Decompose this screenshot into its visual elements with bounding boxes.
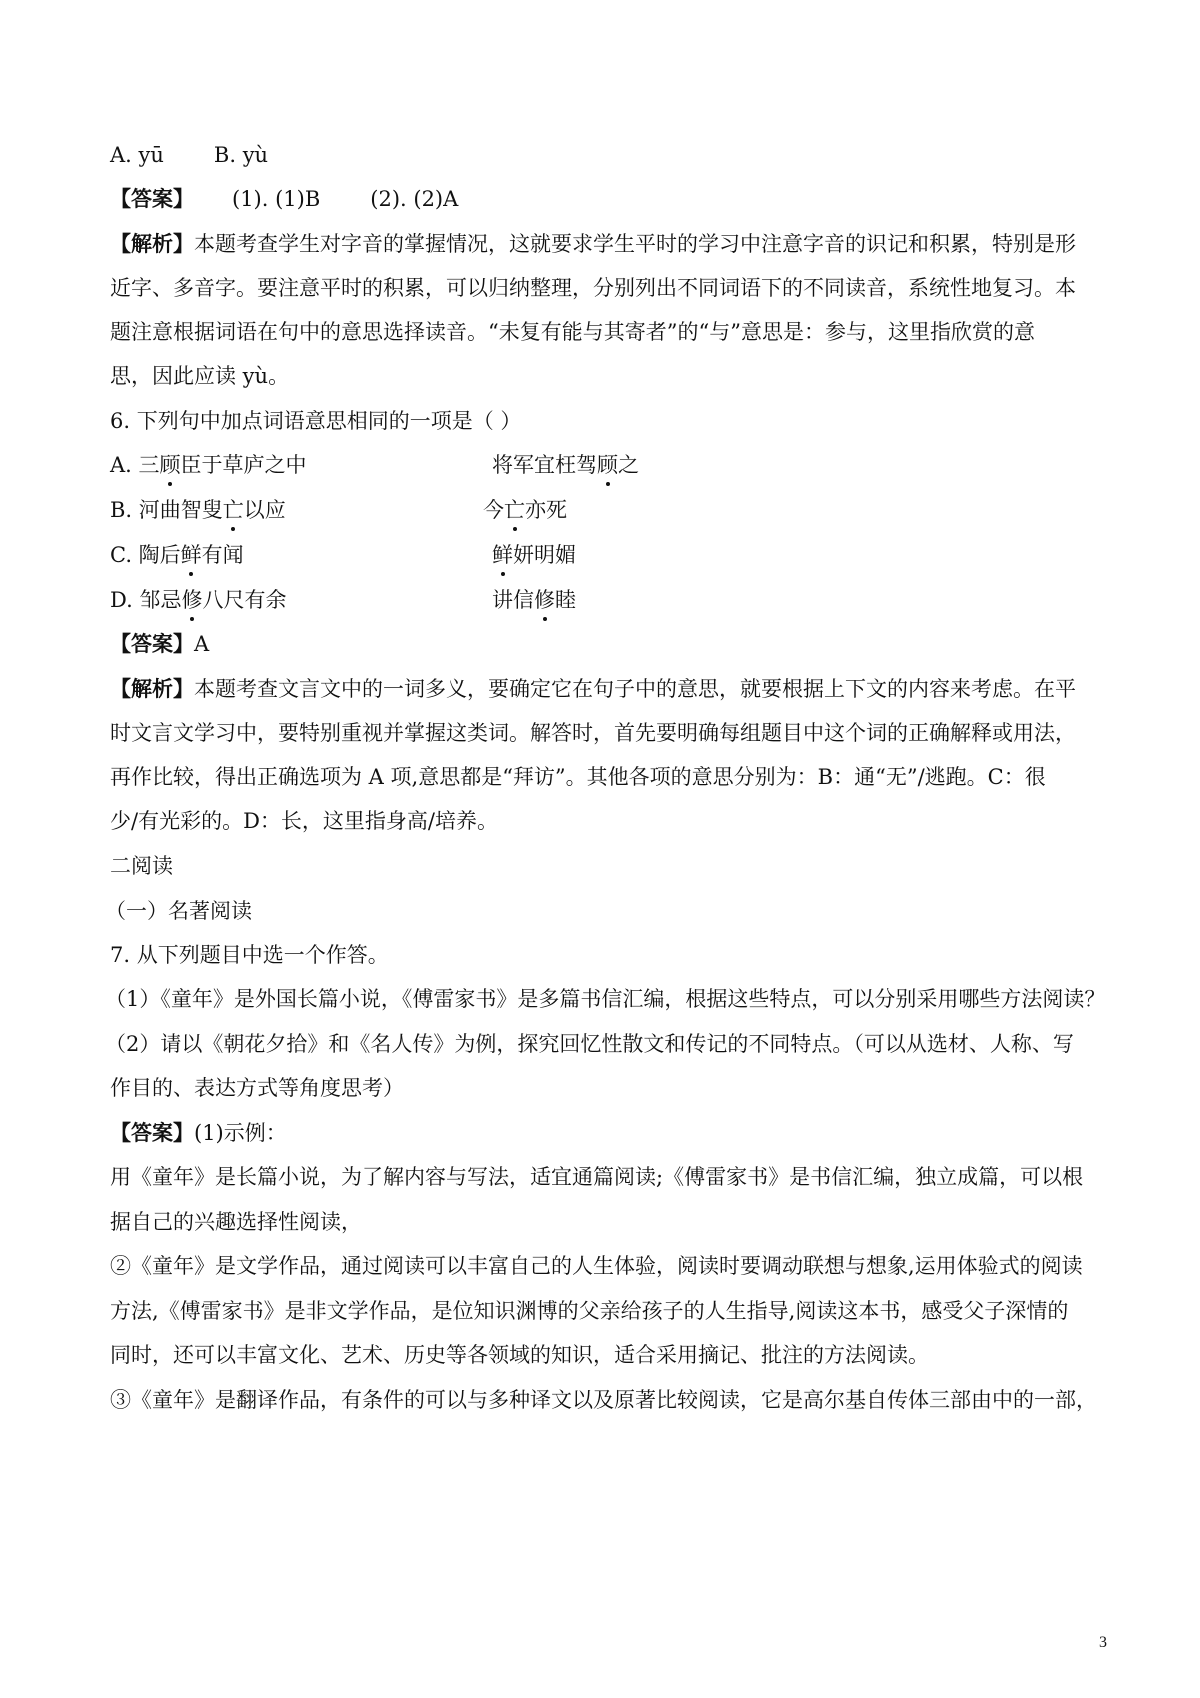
analysis-text: 本题考查文言文中的一词多义，要确定它在句子中的意思，就要根据上下文的内容来考虑。在平	[194, 677, 1076, 701]
q7-prompt-2-line-1: （2）请以《朝花夕拾》和《名人传》为例，探究回忆性散文和传记的不同特点。（可以从选材、人称、写	[105, 1032, 1074, 1056]
q7-prompt-1: （1）《童年》是外国长篇小说，《傅雷家书》是多篇书信汇编，根据这些特点，可以分别采用哪些方法阅读？	[105, 987, 1106, 1011]
q6-option-d-left	[110, 585, 286, 615]
option-key: B.	[110, 498, 139, 522]
option-text: 三	[138, 453, 160, 477]
page-number: 3	[1099, 1634, 1107, 1651]
section-subtitle: （一）名著阅读	[105, 899, 252, 923]
option-text: 妍明媚	[513, 543, 576, 567]
option-text: 亦死	[525, 498, 567, 522]
answer-label: 【答案】	[110, 631, 194, 656]
answer-label: 【答案】	[110, 186, 194, 211]
option-text: 河曲智叟	[138, 498, 223, 522]
answer-value: (1)示例：	[194, 1121, 287, 1145]
q5-analysis-line-4: 思，因此应读 yù。	[110, 364, 290, 388]
answer-label: 【答案】	[110, 1120, 194, 1145]
option-text: 八尺有余	[202, 588, 287, 612]
q6-option-a-right	[492, 450, 639, 480]
analysis-label: 【解析】	[110, 231, 194, 256]
q6-option-d-right	[492, 585, 576, 615]
q5-answer	[110, 184, 458, 214]
option-b-text: B. yù	[213, 143, 269, 167]
option-text: 臣于草庐之中	[180, 453, 307, 477]
q6-option-b-left	[110, 495, 286, 525]
analysis-text: 本题考查学生对字音的掌握情况，这就要求学生平时的学习中注意字音的识记和积累，特别是形	[194, 232, 1076, 256]
q6-answer	[110, 629, 209, 659]
option-text: 陶后	[138, 543, 181, 567]
answer-value: A	[194, 632, 210, 656]
dotted-word: 鲜	[181, 540, 202, 570]
q7-answer-line-3: ②《童年》是文学作品，通过阅读可以丰富自己的人生体验，阅读时要调动联想与想象,运用体验式的阅读	[110, 1254, 1083, 1278]
q7-stem: 7. 从下列题目中选一个作答。	[110, 943, 389, 967]
q5-analysis-line-3: 题注意根据词语在句中的意思选择读音。“未复有能与其寄者”的“与”意思是：参与，这里指欣赏的意	[110, 320, 1035, 344]
q6-stem: 6. 下列句中加点词语意思相同的一项是（ ）	[110, 409, 522, 433]
option-a-text: A. yū	[110, 143, 164, 167]
q6-option-a-left	[110, 450, 307, 480]
q7-answer-line-5: 同时，还可以丰富文化、艺术、历史等各领域的知识，适合采用摘记、批注的方法阅读。	[110, 1343, 929, 1367]
q6-option-b-right	[483, 495, 567, 525]
q5-analysis-line-1	[110, 229, 1076, 259]
option-text: 以应	[243, 498, 286, 522]
q5-options-line	[110, 140, 268, 170]
q6-option-c-right	[492, 540, 576, 570]
option-text: 之	[618, 453, 639, 477]
answer-part-2: (2). (2)A	[370, 187, 459, 211]
q6-analysis-line-4: 少/有光彩的。D：长，这里指身高/培养。	[110, 809, 498, 833]
dotted-word: 亡	[223, 495, 244, 525]
answer-part-1: (1). (1)B	[232, 187, 321, 211]
option-text: 今	[483, 498, 504, 522]
dotted-word: 顾	[160, 450, 181, 480]
q7-answer	[110, 1118, 287, 1148]
option-text: 讲信	[492, 588, 534, 612]
option-text: 邹忌	[139, 588, 182, 612]
q5-analysis-line-2: 近字、多音字。要注意平时的积累，可以归纳整理，分别列出不同词语下的不同读音，系统性地复习。本	[110, 276, 1076, 300]
analysis-label: 【解析】	[110, 676, 194, 701]
q6-analysis-line-3: 再作比较，得出正确选项为 A 项,意思都是“拜访”。其他各项的意思分别为：B：通“无”/逃跑。C：很	[110, 765, 1046, 789]
option-key: A.	[110, 453, 139, 477]
option-text: 有闻	[201, 543, 244, 567]
dotted-word: 亡	[504, 495, 525, 525]
option-key: D.	[110, 588, 140, 612]
q6-analysis-line-2: 时文言文学习中，要特别重视并掌握这类词。解答时，首先要明确每组题目中这个词的正确解释或用法，	[110, 721, 1076, 745]
option-text: 将军宜枉驾	[492, 453, 597, 477]
section-title: 二阅读	[110, 854, 173, 878]
option-text: 睦	[555, 588, 576, 612]
q7-answer-line-4: 方法,《傅雷家书》是非文学作品，是位知识渊博的父亲给孩子的人生指导,阅读这本书，感受父子深情的	[110, 1299, 1069, 1323]
q7-prompt-2-line-2: 作目的、表达方式等角度思考）	[110, 1076, 404, 1100]
q7-answer-line-1: 用《童年》是长篇小说，为了解内容与写法，适宜通篇阅读;《傅雷家书》是书信汇编，独立成篇，可以根	[110, 1165, 1084, 1189]
dotted-word: 鲜	[492, 540, 513, 570]
dotted-word: 修	[534, 585, 555, 615]
dotted-word: 顾	[597, 450, 618, 480]
q7-answer-line-6: ③《童年》是翻译作品，有条件的可以与多种译文以及原著比较阅读，它是高尔基自传体三部由中的一部，	[110, 1388, 1097, 1412]
q6-option-c-left	[110, 540, 244, 570]
q7-answer-line-2: 据自己的兴趣选择性阅读，	[110, 1210, 362, 1234]
option-key: C.	[110, 543, 139, 567]
dotted-word: 修	[181, 585, 202, 615]
q6-analysis-line-1	[110, 674, 1076, 704]
